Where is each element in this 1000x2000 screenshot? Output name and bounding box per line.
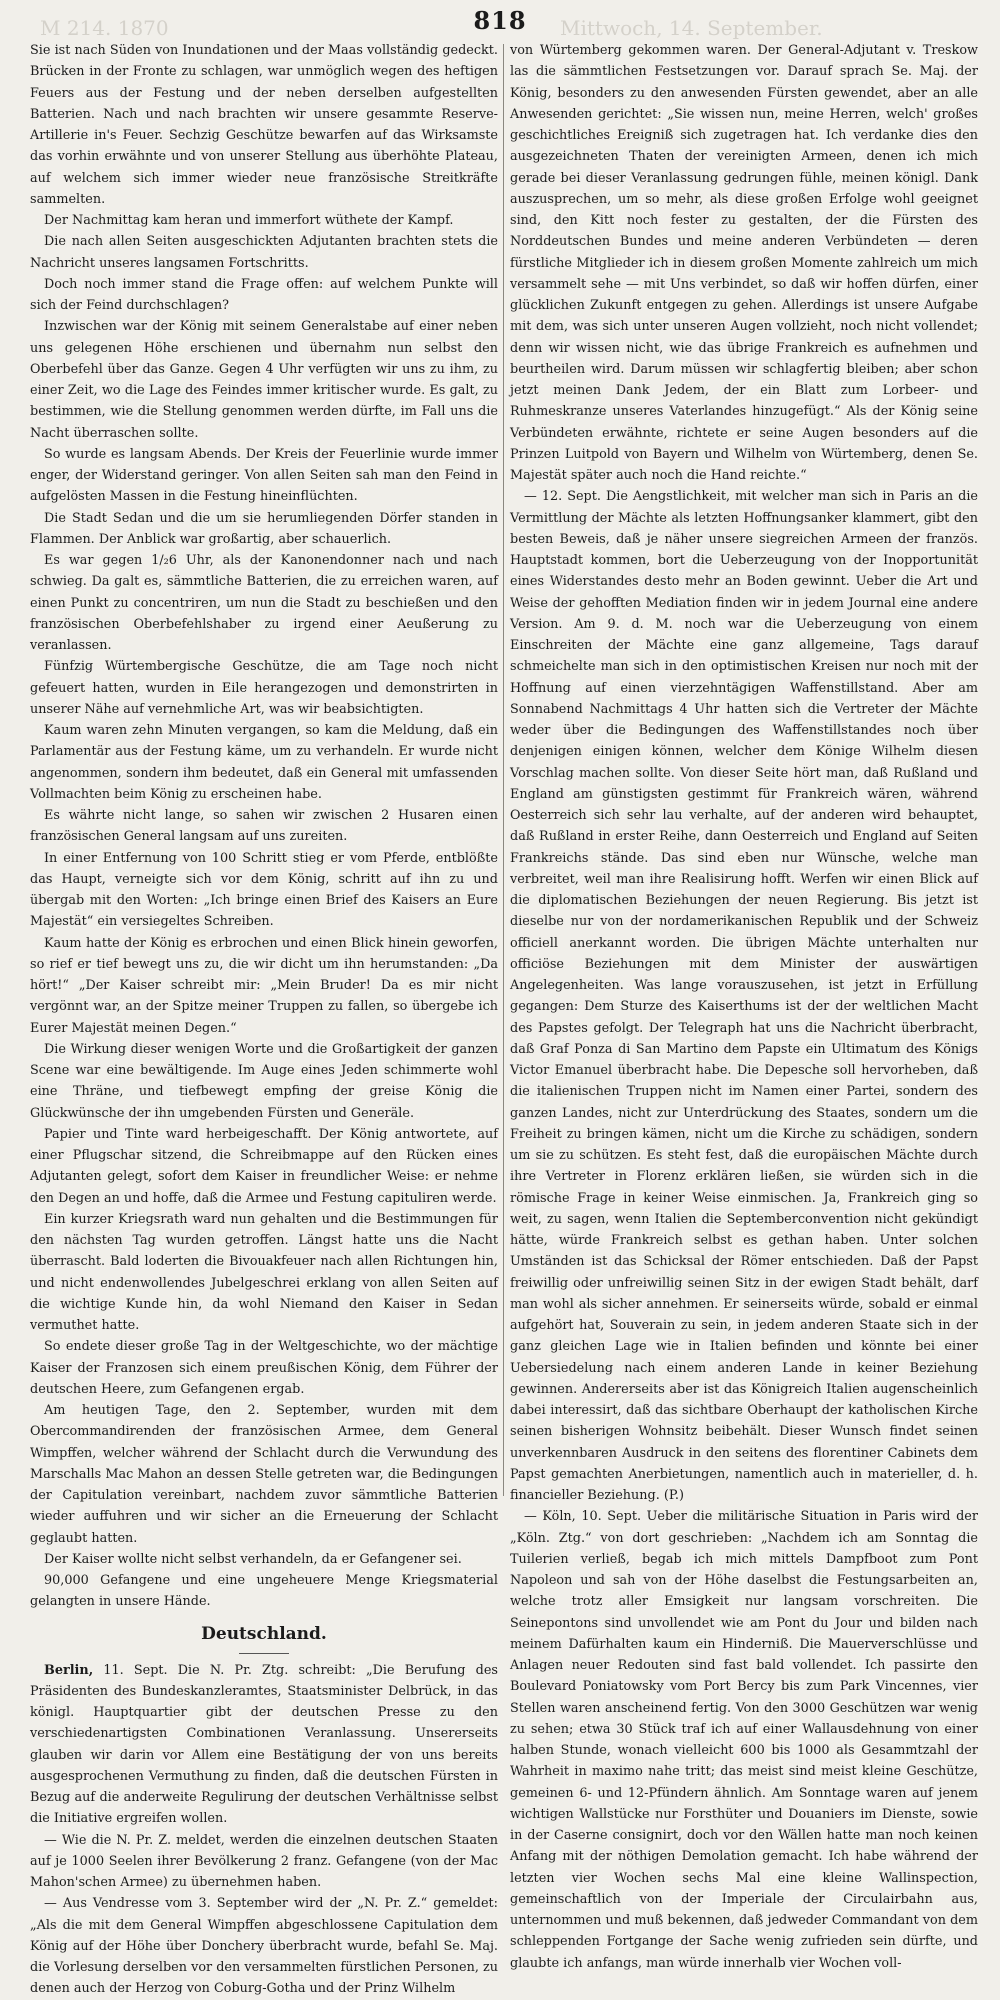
paragraph: 90,000 Gefangene und eine ungeheuere Menge Kriegsmaterial gelangten in unsere Hände.	[30, 1573, 498, 1610]
paragraph: — Aus Vendresse vom 3. September wird der „N. Pr. Z.“ gemeldet: „Als die mit dem General Wimpffen abgeschlossene Capitulation dem König auf der Höhe über Donchery überbracht wurde, befahl Se. Maj. die Vorlesung derselben vor den versammelten fürstlichen Personen, zu denen auch der Herzog von Coburg-Gotha und der Prinz Wilhelm	[30, 1896, 498, 1997]
paragraph: Inzwischen war der König mit seinem Generalstabe auf einer neben uns gelegenen Höhe erschienen und übernahm nun selbst den Oberbefehl über das Ganze. Gegen 4 Uhr verfügten wir uns zu ihm, zu einer Zeit, wo die Lage des Feindes immer kritischer wurde. Es galt, zu bestimmen, wie die Stellung genommen werden dürfte, im Fall uns die Nacht überraschen sollte.	[30, 319, 498, 441]
paragraph: Es währte nicht lange, so sahen wir zwischen 2 Husaren einen französischen General langsam auf uns zureiten.	[30, 808, 498, 845]
paragraph: Sie ist nach Süden von Inundationen und der Maas vollständig gedeckt. Brücken in der Fronte zu schlagen, war unmöglich wegen des heftigen Feuers aus der Festung und der neben derselben aufgestellten Batterien. Nach und nach brachten wir unsere gesammte Reserve-Artillerie in's Feuer. Sechzig Geschütze bewarfen auf das Wirksamste das vorhin erwähnte und von unserer Stellung aus überhöhte Plateau, auf welchem sich immer wieder neue französische Streitkräfte sammelten.	[30, 43, 498, 207]
bleed-through-right: Mittwoch, 14. September.	[560, 16, 823, 40]
paragraph: In einer Entfernung von 100 Schritt stieg er vom Pferde, entblößte das Haupt, verneigte sich vor dem König, schritt auf ihn zu und übergab mit den Worten: „Ich bringe einen Brief des Kaisers an Eure Majestät“ ein versiegeltes Schreiben.	[30, 850, 498, 930]
dateline: Berlin,	[44, 1662, 94, 1678]
right-column	[510, 40, 978, 1971]
paragraph: Der Nachmittag kam heran und immerfort wüthete der Kampf.	[44, 213, 454, 228]
paragraph: Der Kaiser wollte nicht selbst verhandeln, da er Gefangener sei.	[44, 1551, 462, 1567]
paragraph: — 12. Sept. Die Aengstlichkeit, mit welcher man sich in Paris an die Vermittlung der Mächte als letzten Hoffnungsanker klammert, gibt den besten Beweis, daß je näher unsere siegreichen Armeen der französ. Hauptstadt kommen, bort die Ueberzeugung von der Inopportunität eines Widerstandes desto mehr an Boden gewinnt. Ueber die Art und Weise der gehofften Mediation finden wir in jedem Journal eine andere Version. Am 9. d. M. noch war die Ueberzeugung von einem Einschreiten der Mächte eine ganz allgemeine, Tags darauf schmeichelte man sich in den optimistischen Kreisen nur noch mit der Hoffnung auf einen vierzehntägigen Waffenstillstand. Aber am Sonnabend Nachmittags 4 Uhr hatten sich die Vertreter der Mächte weder über die Bedingungen des Waffenstillstandes noch über denjenigen einigen können, welcher dem Könige Wilhelm diesen Vorschlag machen sollte. Von dieser Seite hört man, daß Rußland und England am günstigsten gestimmt für Frankreich wären, während Oesterreich sich sehr lau verhalte, auf der anderen wird behauptet, daß Rußland in erster Reihe, dann Oesterreich und England auf Seiten Frankreichs stände. Das sind eben nur Wünsche, welche man verbreitet, weil man ihre Realisirung hofft. Werfen wir einen Blick auf die diplomatischen Beziehungen der neuen Regierung. Bis jetzt ist dieselbe nur von der nordamerikanischen Republik und der Schweiz officiell anerkannt worden. Die übrigen Mächte unterhalten nur officiöse Beziehungen mit dem Minister der auswärtigen Angelegenheiten. Was lange vorauszusehen, ist jetzt in Erfüllung gegangen: Dem Sturze des Kaiserthums ist der der weltlichen Macht des Papstes gefolgt. Der Telegraph hat uns die Nachricht überbracht, daß Graf Ponza di San Martino dem Papste ein Ultimatum des Königs Victor Emanuel überbracht habe. Die Depesche soll hervorheben, daß die italienischen Truppen nicht im Namen einer Partei, sondern des ganzen Landes, nicht zur Unterdrückung des Staates, sondern um die Freiheit zu bringen kämen, nicht um die Kirche zu schädigen, sondern um sie zu schützen. Es steht fest, daß die europäischen Mächte durch ihre Vertreter in Florenz erklären ließen, sie würden sich in die römische Frage in keiner Weise einmischen. Ja, Frankreich ging so weit, zu sagen, wenn Italien die Septemberconvention nicht gekündigt hätte, würde Frankreich selbst es gethan haben. Unter solchen Umständen ist das Schicksal der Römer entschieden. Daß der Papst freiwillig oder unfreiwillig seinen Sitz in der ewigen Stadt behält, darf man wohl als sicher annehmen. Er seinerseits würde, sobald er einmal aufgehört hat, Souverain zu sein, in jedem anderen Staate sich in der ganz gleichen Lage wie in Italien befinden und könnte bei einer Uebersiedelung nach einem anderen Lande in keiner Beziehung gewinnen. Andererseits aber ist das Königreich Italien augenscheinlich dabei interessirt, daß das sichtbare Oberhaupt der katholischen Kirche seinen bisherigen Wohnsitz beibehält. Dieser Wunsch findet seinen unverkennbaren Ausdruck in den seitens des florentiner Cabinets dem Papst gemachten Anerbietungen, namentlich auch in materieller, d. h. financieller Beziehung. (P.)	[510, 489, 978, 1503]
bleed-through-left: M 214. 1870	[40, 16, 169, 40]
paragraph: Kaum waren zehn Minuten vergangen, so kam die Meldung, daß ein Parlamentär aus der Festung käme, um zu verhandeln. Er wurde nicht angenommen, sondern ihm bedeutet, daß ein General mit umfassenden Vollmachten beim König zu erscheinen habe.	[30, 723, 498, 802]
paragraph: — Köln, 10. Sept. Ueber die militärische Situation in Paris wird der „Köln. Ztg.“ von dort geschrieben: „Nachdem ich am Sonntag die Tuilerien verließ, begab ich mich mittels Dampfboot zum Pont Napoleon und sah von der Höhe daselbst die Festungsarbeiten an, welche trotz aller Emsigkeit nur langsam vorschreiten. Die Seinepontons sind unvollendet wie am Pont du Jour und bilden nach meinem Dafürhalten kaum ein Hinderniß. Die Mauerverschlüsse und Anlagen neuer Redouten sind fast bald vollendet. Ich passirte den Boulevard Poniatowsky vom Port Bercy bis zum Park Vincennes, vier Stellen waren anscheinend fertig. Von den 3000 Geschützen war wenig zu sehen; etwa 30 Stück traf ich auf einer Wallausdehnung von einer halben Stunde, wonach vielleicht 600 bis 1000 als Gesammtzahl der Wahrheit in maximo nahe tritt; das meist sind meist kleine Geschütze, gemeinen 6- und 12-Pfündern ähnlich. Am Sonntage waren auf jenem wichtigen Wallstücke nur Forsthüter und Douaniers im Dienste, sowie in der Caserne consignirt, doch vor den Wällen hatte man noch keinen Anfang mit der nöthigen Demolation gemacht. Ich habe während der letzten vier Wochen sechs Mal eine kleine Wallinspection, gemeinschaftlich von der Imperiale der Circulairbahn aus, unternommen und muß bekennen, daß jedweder Commandant von dem schleppenden Fortgange der Sache wenig zufrieden sein dürfte, und glaubte ich anfangs, man würde innerhalb vier Wochen voll-	[510, 1509, 978, 1971]
paragraph: Kaum hatte der König es erbrochen und einen Blick hinein geworfen, so rief er tief bewegt uns zu, die wir dicht um ihn herumstanden: „Da hört!“ „Der Kaiser schreibt mir: „Mein Bruder! Da es mir nicht vergönnt war, an der Spitze meiner Truppen zu fallen, so übergebe ich Eurer Majestät meinen Degen.“	[30, 935, 498, 1036]
page-header	[0, 0, 1000, 44]
paragraph: — Wie die N. Pr. Z. meldet, werden die einzelnen deutschen Staaten auf je 1000 Seelen ihrer Bevölkerung 2 franz. Gefangene (von der Mac Mahon'schen Armee) zu übernehmen haben.	[30, 1832, 498, 1890]
paragraph: So wurde es langsam Abends. Der Kreis der Feuerlinie wurde immer enger, der Widerstand geringer. Von allen Seiten sah man den Feind in aufgelösten Massen in die Festung hineinflüchten.	[30, 446, 498, 505]
paragraph: von Würtemberg gekommen waren. Der General-Adjutant v. Treskow las die sämmtlichen Festsetzungen vor. Darauf sprach Se. Maj. der König, besonders zu den anwesenden Fürsten gewendet, aber an alle Anwesenden gerichtet: „Sie wissen nun, meine Herren, welch' großes geschichtliches Ereigniß sich zugetragen hat. Ich verdanke dies den ausgezeichneten Thaten der vereinigten Armeen, denen ich mich gerade bei dieser Veranlassung gedrungen fühle, meinen königl. Dank auszusprechen, um so mehr, als diese großen Erfolge wohl geeignet sind, den Kitt noch fester zu gestalten, der die Fürsten des Norddeutschen Bundes und meine anderen Verbündeten — deren fürstliche Mitglieder ich in diesem großen Momente zahlreich um mich versammelt sehe — mit Uns verbindet, so daß wir hoffen dürfen, einer glücklichen Zukunft entgegen zu gehen. Allerdings ist unsere Aufgabe mit dem, was sich unter unseren Augen vollzieht, noch nicht vollendet; denn wir wissen nicht, wie das übrige Frankreich es aufnehmen und beurtheilen wird. Darum müssen wir schlagfertig bleiben; aber schon jetzt meinen Dank Jedem, der ein Blatt zum Lorbeer- und Ruhmeskranze unseres Vaterlandes hinzugefügt.“ Als der König seine Verbündeten erwähnte, richtete er seine Augen besonders auf die Prinzen Luitpold von Bayern und Wilhelm von Würtemberg, denen Se. Majestät später auch noch die Hand reichte.“	[510, 43, 978, 483]
paragraph: Fünfzig Würtembergische Geschütze, die am Tage noch nicht gefeuert hatten, wurden in Eile herangezogen und demonstrirten in unserer Nähe auf vernehmliche Art, was wir beabsichtigten.	[30, 659, 498, 717]
paragraph: So endete dieser große Tag in der Weltgeschichte, wo der mächtige Kaiser der Franzosen sich einem preußischen König, dem Führer der deutschen Heere, zum Gefangenen ergab.	[30, 1339, 498, 1397]
paragraph: Doch noch immer stand die Frage offen: auf welchem Punkte will sich der Feind durchschlagen?	[30, 276, 498, 313]
left-column	[30, 40, 498, 1997]
paragraph	[30, 1660, 498, 1830]
section-heading	[30, 1621, 498, 1654]
paragraph: Die Wirkung dieser wenigen Worte und die Großartigkeit der ganzen Scene war eine bewältigende. Im Auge eines Jeden schimmerte wohl eine Thräne, und tiefbewegt empfing der greise König die Glückwünsche der ihn umgebenden Fürsten und Generäle.	[30, 1041, 498, 1121]
heading-rule	[239, 1653, 289, 1654]
paragraph: Die nach allen Seiten ausgeschickten Adjutanten brachten stets die Nachricht unseres langsamen Fortschritts.	[30, 234, 498, 271]
paragraph: Papier und Tinte ward herbeigeschafft. Der König antwortete, auf einer Pflugschar sitzend, die Schreibmappe auf den Rücken eines Adjutanten gelegt, sofort dem Kaiser in freundlicher Weise: er nehme den Degen an und hoffe, daß die Armee und Festung capituliren werde.	[30, 1126, 498, 1206]
column-divider	[503, 44, 504, 1496]
paragraph: Ein kurzer Kriegsrath ward nun gehalten und die Bestimmungen für den nächsten Tag wurden getroffen. Längst hatte uns die Nacht überrascht. Bald loderten die Bivouakfeuer nach allen Richtungen hin, und nicht endenwollendes Jubelgeschrei erklang von allen Seiten auf die wichtige Kunde hin, da wohl Niemand den Kaiser in Sedan vermuthet hatte.	[30, 1211, 498, 1333]
paragraph: Am heutigen Tage, den 2. September, wurden mit dem Obercommandirenden der französischen Armee, dem General Wimpffen, welcher während der Schlacht durch die Verwundung des Marschalls Mac Mahon an dessen Stelle getreten war, die Bedingungen der Capitulation vereinbart, nachdem zuvor sämmtliche Batterien wieder auffuhren und wir sicher an die Erneuerung der Schlacht geglaubt hatten.	[30, 1403, 498, 1546]
paragraph: Die Stadt Sedan und die um sie herumliegenden Dörfer standen in Flammen. Der Anblick war großartig, aber schauerlich.	[30, 510, 498, 547]
paragraph: Es war gegen 1/₂6 Uhr, als der Kanonendonner nach und nach schwieg. Da galt es, sämmtliche Batterien, die zu erreichen waren, auf einen Punkt zu concentriren, um nun die Stadt zu beschießen und den französischen Oberbefehlshaber zu irgend einer Aeußerung zu veranlassen.	[30, 553, 498, 653]
section-heading-text: Deutschland.	[201, 1623, 327, 1644]
paragraph-text: 11. Sept. Die N. Pr. Ztg. schreibt: „Die Berufung des Präsidenten des Bundeskanzleramtes, Staatsminister Delbrück, in das königl. Hauptquartier gibt der deutschen Presse zu den verschiedenartigsten Combinationen Veranlassung. Unsererseits glauben wir darin vor Allem eine Bestätigung der von uns bereits ausgesprochenen Vermuthung zu finden, daß die deutschen Fürsten in Bezug auf die anderweite Regulirung der deutschen Verhältnisse selbst die Initiative ergreifen wollen.	[30, 1662, 498, 1827]
page-number: 818	[473, 6, 527, 35]
